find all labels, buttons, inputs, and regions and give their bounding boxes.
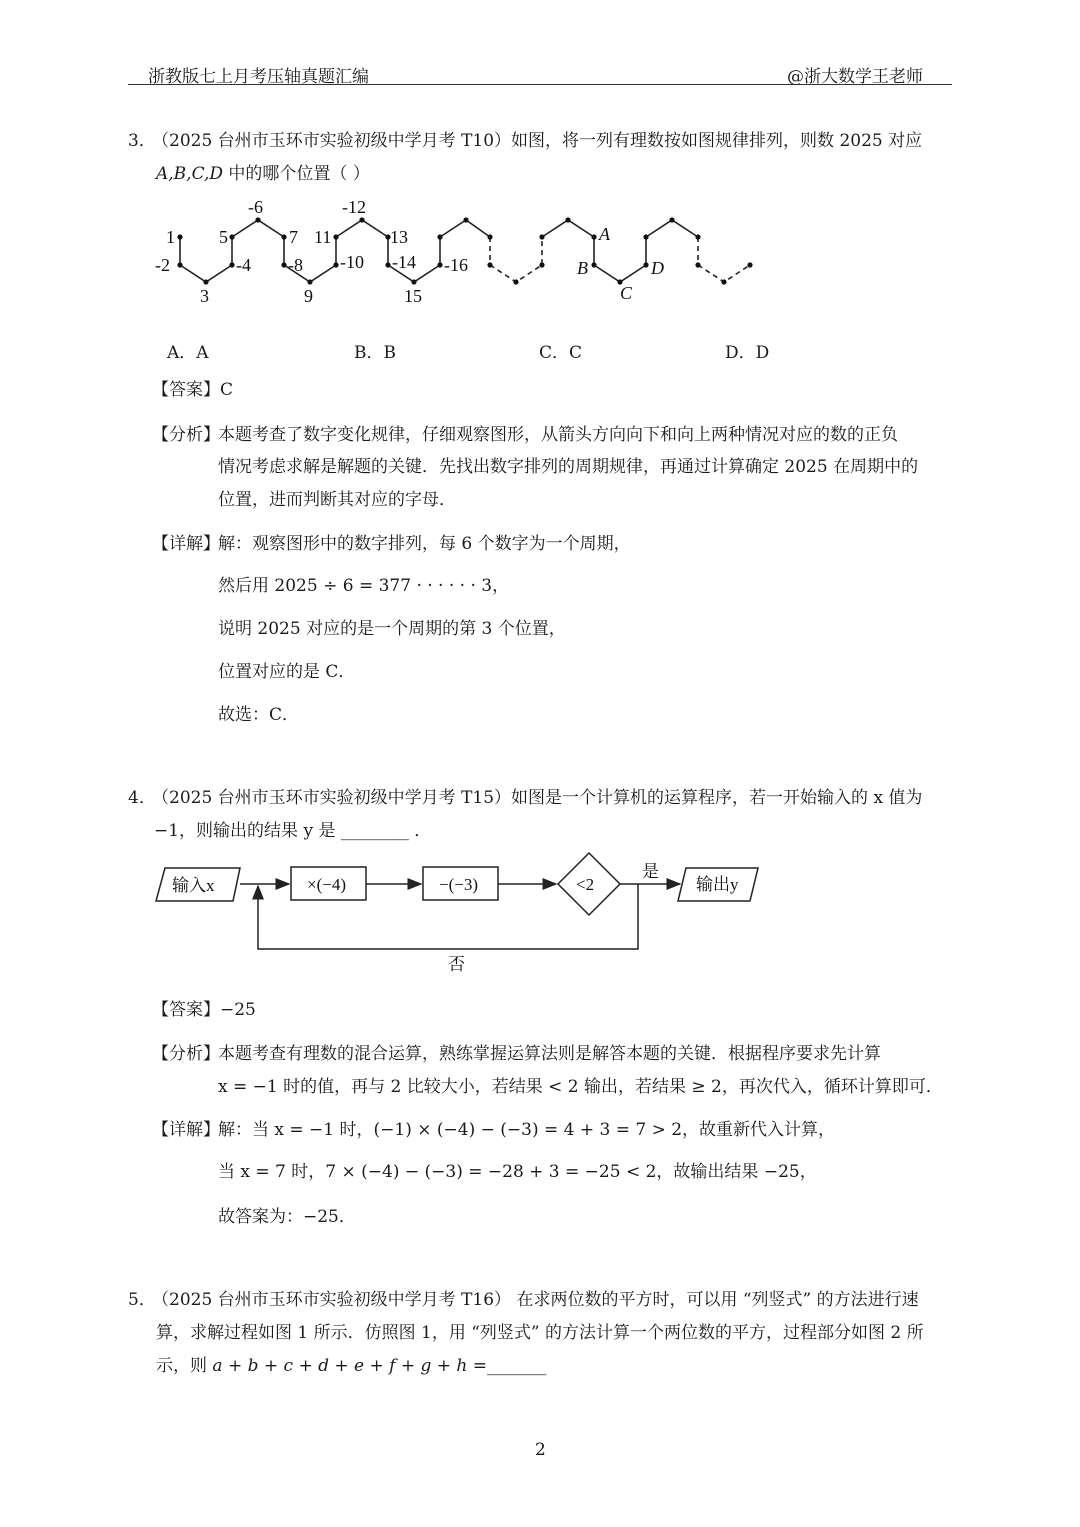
- fig-num-6: -6: [248, 197, 263, 217]
- fig-num-7: 7: [289, 227, 298, 247]
- fig-num-4: -4: [236, 255, 251, 275]
- q3-detail-label: 【详解】: [152, 534, 220, 554]
- fig-num-13: 13: [390, 227, 408, 247]
- q3-analysis-line2: 情况考虑求解是解题的关键．先找出数字排列的周期规律，再通过计算确定 2025 在周期中的: [218, 457, 919, 477]
- q3-analysis-line3: 位置，进而判断其对应的字母．: [218, 490, 456, 510]
- page-number: 2: [535, 1440, 546, 1460]
- flow-input-text: 输入x: [172, 876, 215, 895]
- q3-option-b: B．B: [354, 343, 396, 363]
- fig-num-15: 15: [404, 286, 422, 306]
- fig-num-2: -2: [155, 255, 170, 275]
- q4-analysis-line2: x = −1 时的值，再与 2 比较大小，若结果 < 2 输出，若结果 ≥ 2，再次代入，循环计算即可．: [218, 1077, 943, 1097]
- flow-cond-text: <2: [576, 875, 595, 894]
- fig-num-1: 1: [166, 227, 175, 247]
- q3-detail-line4: 位置对应的是 C．: [218, 662, 356, 682]
- q4-analysis-label: 【分析】: [152, 1044, 220, 1064]
- q3-answer-value: C: [220, 380, 234, 400]
- q4-flowchart: [150, 848, 770, 978]
- q4-stem-line1: （2025 台州市玉环市实验初级中学月考 T15）如图是一个计算机的运算程序，若一开始输入的 x 值为: [152, 788, 923, 808]
- q3-detail-line3: 说明 2025 对应的是一个周期的第 3 个位置，: [218, 619, 566, 639]
- q4-answer-value: −25: [220, 1000, 256, 1020]
- q5-stem-line2: 算，求解过程如图 1 所示．仿照图 1，用 “列竖式” 的方法计算一个两位数的平方，过程部分如图 2 所: [156, 1323, 924, 1343]
- q3-zigzag-figure: [140, 190, 780, 310]
- q5-line3-pre: 示，则: [156, 1356, 213, 1376]
- flow-output-text: 输出y: [696, 875, 739, 894]
- q3-stem-line1: （2025 台州市玉环市实验初级中学月考 T10）如图，将一列有理数按如图规律排列，则数 2025 对应: [152, 131, 923, 151]
- q4-number: 4．: [128, 788, 156, 808]
- fig-num-12: -12: [342, 197, 366, 217]
- fig-letter-b: B: [577, 258, 588, 278]
- fig-num-5: 5: [219, 227, 228, 247]
- q3-detail-line2: 然后用 2025 ÷ 6 = 377 · · · · · · 3，: [218, 576, 510, 596]
- fig-num-16: -16: [444, 255, 468, 275]
- q5-number: 5．: [128, 1290, 156, 1310]
- q3-number: 3．: [128, 131, 156, 151]
- fig-num-9: 9: [304, 286, 313, 306]
- q3-stem-rest: 中的哪个位置（ ）: [223, 164, 370, 184]
- flow-op2-text: −(−3): [439, 875, 478, 894]
- q3-option-a: A．A: [167, 343, 209, 363]
- q3-analysis-label: 【分析】: [152, 425, 220, 445]
- q3-answer-label: 【答案】: [152, 380, 220, 400]
- q4-answer-label: 【答案】: [152, 1000, 220, 1020]
- flow-yes-label: 是: [642, 862, 659, 881]
- q3-option-d: D．D: [725, 343, 770, 363]
- q5-stem-line3: [156, 1354, 547, 1378]
- q3-vars: A,B,C,D: [156, 164, 224, 184]
- flow-no-label: 否: [448, 955, 465, 974]
- q4-stem-line2: −1，则输出的结果 y 是 ________ ．: [154, 821, 432, 841]
- flow-op1-text: ×(−4): [307, 875, 346, 894]
- q4-detail-label: 【详解】: [152, 1120, 220, 1140]
- q4-detail-line1: 解：当 x = −1 时，(−1) × (−4) − (−3) = 4 + 3 = 7 > 2，故重新代入计算，: [218, 1120, 836, 1140]
- header-right: @浙大数学王老师: [787, 67, 923, 87]
- header-left: 浙教版七上月考压轴真题汇编: [148, 67, 369, 87]
- fig-letter-a: A: [599, 224, 610, 244]
- q3-analysis-line1: 本题考查了数字变化规律，仔细观察图形，从箭头方向向下和向上两种情况对应的数的正负: [218, 425, 898, 445]
- fig-num-10: -10: [340, 252, 364, 272]
- q4-analysis-line1: 本题考查有理数的混合运算，熟练掌握运算法则是解答本题的关键．根据程序要求先计算: [218, 1044, 881, 1064]
- q4-detail-line2: 当 x = 7 时，7 × (−4) − (−3) = −28 + 3 = −25 < 2，故输出结果 −25，: [218, 1162, 817, 1182]
- fig-num-3: 3: [200, 286, 209, 306]
- fig-letter-d: D: [651, 258, 664, 278]
- fig-letter-c: C: [620, 283, 633, 303]
- q3-detail-line1: 解：观察图形中的数字排列，每 6 个数字为一个周期，: [218, 534, 631, 554]
- fig-num-8: -8: [288, 255, 303, 275]
- q5-expression: a + b + c + d + e + f + g + h: [212, 1356, 468, 1376]
- q5-line3-post: =_______: [467, 1356, 547, 1376]
- q3-answer: [152, 378, 233, 402]
- q3-stem-line2: [156, 162, 370, 186]
- q4-detail-line3: 故答案为：−25．: [218, 1207, 356, 1227]
- q5-stem-line1: （2025 台州市玉环市实验初级中学月考 T16） 在求两位数的平方时，可以用 “列竖式” 的方法进行速: [152, 1290, 919, 1310]
- q3-option-c: C．C: [539, 343, 583, 363]
- q4-answer: [152, 998, 256, 1022]
- fig-num-14: -14: [392, 252, 416, 272]
- q3-detail-line5: 故选：C．: [218, 705, 300, 725]
- fig-num-11: 11: [314, 227, 332, 247]
- header-divider: [128, 84, 952, 85]
